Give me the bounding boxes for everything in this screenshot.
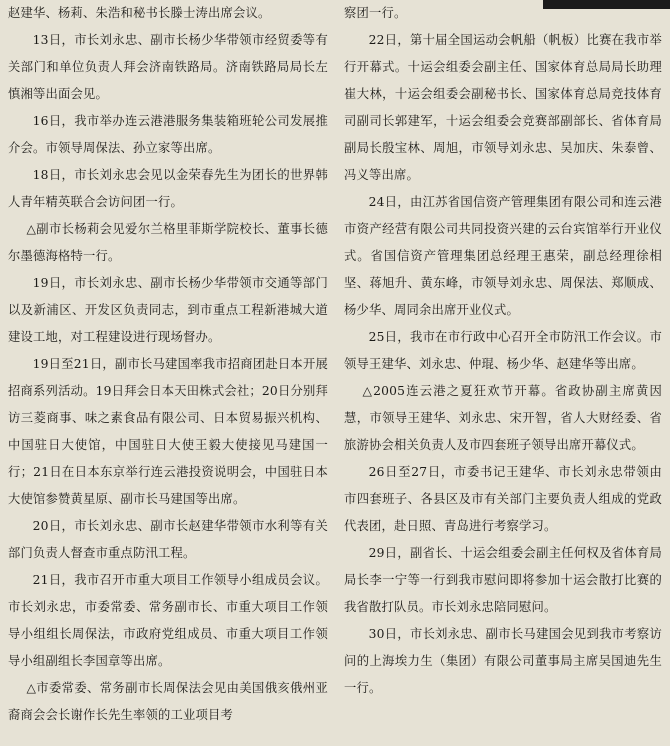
paragraph: 24日，由江苏省国信资产管理集团有限公司和连云港市资产经营有限公司共同投资兴建的云台宾馆举行开业仪式。省国信资产管理集团总经理王惠荣，副总经理徐相坚、蒋旭升、黄东峰，市领导刘永忠、周保法、郑顺成、杨少华、周同余出席开业仪式。 — [344, 195, 662, 317]
paragraph: 22日，第十届全国运动会帆船（帆板）比赛在我市举行开幕式。十运会组委会副主任、国家体育总局局长助理崔大林，十运会组委会副秘书长、国家体育总局竞技体育司副司长郭建军，十运会组委会竞赛部副部长、省体育局副局长殷宝林、周旭，市领导刘永忠、吴加庆、朱泰曾、冯义等出席。 — [344, 33, 662, 182]
paragraph: 18日，市长刘永忠会见以金荣春先生为团长的世界韩人青年精英联合会访问团一行。 — [8, 168, 328, 209]
paragraph: 25日，我市在市行政中心召开全市防汛工作会议。市领导王建华、刘永忠、仲琨、杨少华、赵建华等出席。 — [344, 330, 662, 371]
paragraph: 21日，我市召开市重大项目工作领导小组成员会议。市长刘永忠，市委常委、常务副市长、市重大项目工作领导小组组长周保法，市政府党组成员、市重大项目工作领导小组副组长李国章等出席。 — [8, 573, 328, 668]
paragraph: 26日至27日，市委书记王建华、市长刘永忠带领由市四套班子、各县区及市有关部门主要负责人组成的党政代表团，赴日照、青岛进行考察学习。 — [344, 465, 662, 533]
paragraph: 19日，市长刘永忠、副市长杨少华带领市交通等部门以及新浦区、开发区负责同志，到市重点工程新港城大道建设工地，对工程建设进行现场督办。 — [8, 276, 328, 344]
paragraph: △市委常委、常务副市长周保法会见由美国俄亥俄州亚裔商会会长谢作长先生率领的工业项目考 — [8, 681, 328, 722]
paragraph: 29日，副省长、十运会组委会副主任何权及省体育局局长李一宁等一行到我市慰问即将参加十运会散打比赛的我省散打队员。市长刘永忠陪同慰问。 — [344, 546, 662, 614]
left-column — [8, 0, 328, 729]
paragraph: 20日，市长刘永忠、副市长赵建华带领市水利等有关部门负责人督查市重点防汛工程。 — [8, 519, 328, 560]
paragraph: 赵建华、杨莉、朱浩和秘书长滕士涛出席会议。 — [8, 6, 271, 20]
right-column — [344, 0, 662, 702]
paragraph: 30日，市长刘永忠、副市长马建国会见到我市考察访问的上海埃力生（集团）有限公司董事局主席吴国迪先生一行。 — [344, 627, 662, 695]
paragraph: 察团一行。 — [344, 6, 407, 20]
paragraph: 19日至21日，副市长马建国率我市招商团赴日本开展招商系列活动。19日拜会日本天田株式会社；20日分别拜访三菱商事、味之素食品有限公司、日本贸易振兴机构、中国驻日大使馆，中国驻日大使王毅大使接见马建国一行；21日在日本东京举行连云港投资说明会，中国驻日本大使馆参赞黄星原、副市长马建国等出席。 — [8, 357, 328, 506]
paragraph: 13日，市长刘永忠、副市长杨少华带领市经贸委等有关部门和单位负责人拜会济南铁路局。济南铁路局局长左慎湘等出面会见。 — [8, 33, 328, 101]
paragraph: △副市长杨莉会见爱尔兰格里菲斯学院校长、董事长德尔墨德海格特一行。 — [8, 222, 328, 263]
paragraph: 16日，我市举办连云港港服务集装箱班轮公司发展推介会。市领导周保法、孙立家等出席。 — [8, 114, 328, 155]
paragraph: △2005连云港之夏狂欢节开幕。省政协副主席黄因慧，市领导王建华、刘永忠、宋开智，省人大财经委、省旅游协会相关负责人及市四套班子领导出席开幕仪式。 — [344, 384, 662, 452]
